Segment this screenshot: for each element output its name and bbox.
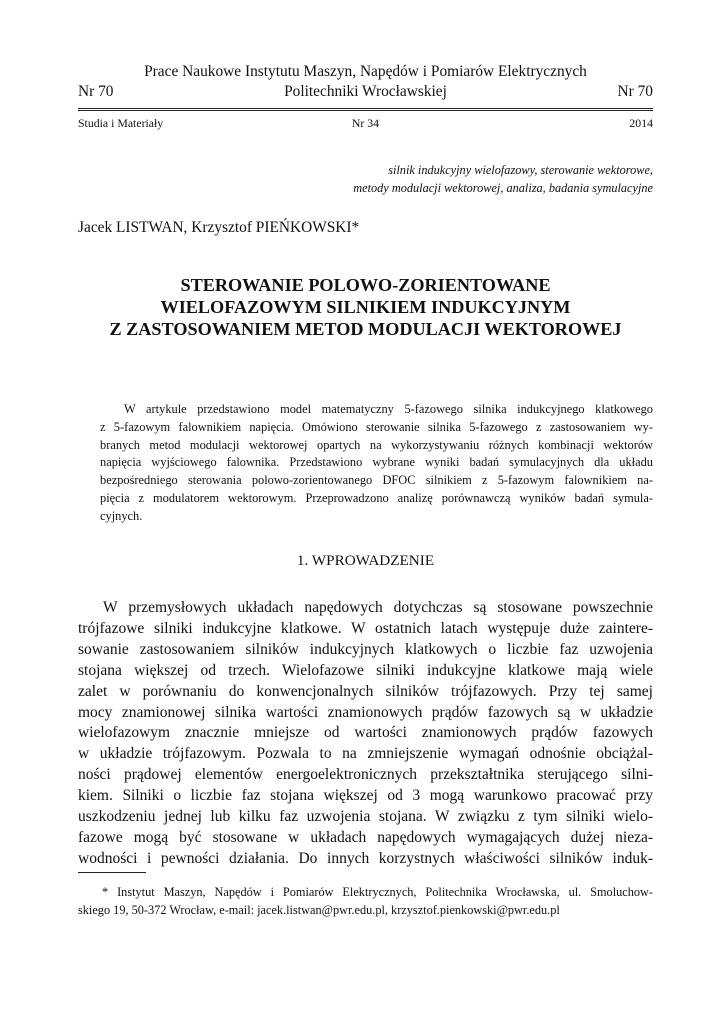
body-line: trójfazowe silniki indukcyjne klatkowe. W ostatnich latach występuje duże zaintere- [78, 619, 653, 637]
abstract-line: cyjnych. [100, 508, 143, 523]
keywords [78, 161, 653, 197]
keywords-line: metody modulacji wektorowej, analiza, badania symulacyjne [353, 181, 653, 195]
paper-title [78, 274, 653, 340]
keywords-line: silnik indukcyjny wielofazowy, sterowanie wektorowe, [388, 163, 653, 177]
journal-name-line1: Prace Naukowe Instytutu Maszyn, Napędów i Pomiarów Elektrycznych [144, 63, 587, 80]
abstract [100, 401, 653, 526]
body-text [78, 598, 653, 870]
journal-number-right: Nr 70 [617, 83, 653, 100]
body-line: w układzie trójfazowym. Pozwala to na zmniejszenie wymagań odnośnie obciążal- [78, 745, 653, 763]
authors: Jacek LISTWAN, Krzysztof PIEŃKOWSKI* [78, 219, 360, 236]
title-line: STEROWANIE POLOWO-ZORIENTOWANE [180, 275, 551, 295]
body-line: stojana większej od trzech. Wielofazowe silniki indukcyjne klatkowe mają wiele [78, 661, 653, 679]
body-line: wielofazowym znacznie mniejsze od wartości znamionowych prądów fazowych [78, 724, 653, 742]
journal-number-left: Nr 70 [78, 83, 114, 100]
title-line: Z ZASTOSOWANIEM METOD MODULACJI WEKTOROWEJ [109, 319, 622, 339]
abstract-line: pięcia z modulatorem wektorowym. Przeprowadzono analizę porównawczą wyników badań symula- [100, 490, 653, 505]
body-line: uszkodzeniu jednej lub kilku faz uzwojenia stojana. W związku z tym silniki wielo- [78, 808, 653, 826]
body-line: fazowe mogą być stosowane w układach napędowych wymagających dużej nieza- [78, 828, 653, 846]
paper-page [78, 0, 653, 1024]
series-info-row [78, 115, 653, 131]
body-line: kiem. Silniki o liczbie faz stojana większej od 3 mogą warunkowo pracować przy [78, 787, 653, 805]
series-number: Nr 34 [351, 116, 380, 130]
body-line: zalet w porównaniu do konwencjonalnych silników trójfazowych. Przy tej samej [78, 682, 653, 700]
journal-header-row [78, 82, 653, 104]
abstract-line: W artykule przedstawiono model matematyczny 5-fazowego silnika indukcyjnego klatkowego [124, 402, 653, 416]
publication-year: 2014 [629, 116, 653, 130]
body-line: mocy znamionowej silnika wartości znamionowych prądów fazowych są w układzie [78, 703, 653, 721]
series-name: Studia i Materiały [78, 116, 164, 130]
footnote [78, 883, 653, 919]
header-rule-top [78, 108, 653, 109]
abstract-line: napięcia wyjściowego falownika. Przedstawiono wybrane wyniki badań symulacyjnych dla układu [100, 455, 653, 470]
footnote-line: skiego 19, 50-372 Wrocław, e-mail: jacek.listwan@pwr.edu.pl, krzysztof.pienkowski@pwr.edu.pl [78, 903, 560, 917]
title-line: WIELOFAZOWYM SILNIKIEM INDUKCYJNYM [160, 297, 571, 317]
footnote-line: * Instytut Maszyn, Napędów i Pomiarów Elektrycznych, Politechnika Wrocławska, ul. Smoluchow- [102, 885, 653, 899]
section-heading: 1. WPROWADZENIE [296, 552, 435, 569]
header-rule-bottom [78, 110, 653, 111]
body-line: ności prądowej elementów energoelektronicznych przekształtnika sterującego silni- [78, 766, 653, 784]
abstract-line: bezpośredniego sterowania polowo-zorientowanego DFOC silnikiem z 5-fazowym falownikiem na- [100, 473, 653, 488]
body-line: sowanie zastosowaniem silników indukcyjnych klatkowych o liczbie faz uzwojenia [78, 640, 653, 658]
abstract-line: branych metod modulacji wektorowej opartych na wykorzystywaniu różnych kombinacji wektorów [100, 437, 653, 452]
body-line: W przemysłowych układach napędowych dotychczas są stosowane powszechnie [103, 599, 653, 616]
abstract-line: z 5-fazowym falownikiem napięcia. Omówiono sterowanie silnika 5-fazowego z zastosowaniem wy- [100, 419, 653, 434]
journal-name-line2: Politechniki Wrocławskiej [284, 83, 447, 100]
footnote-separator [78, 872, 146, 873]
body-line: wodności i pewności działania. Do innych korzystnych właściwości silników induk- [78, 849, 653, 867]
